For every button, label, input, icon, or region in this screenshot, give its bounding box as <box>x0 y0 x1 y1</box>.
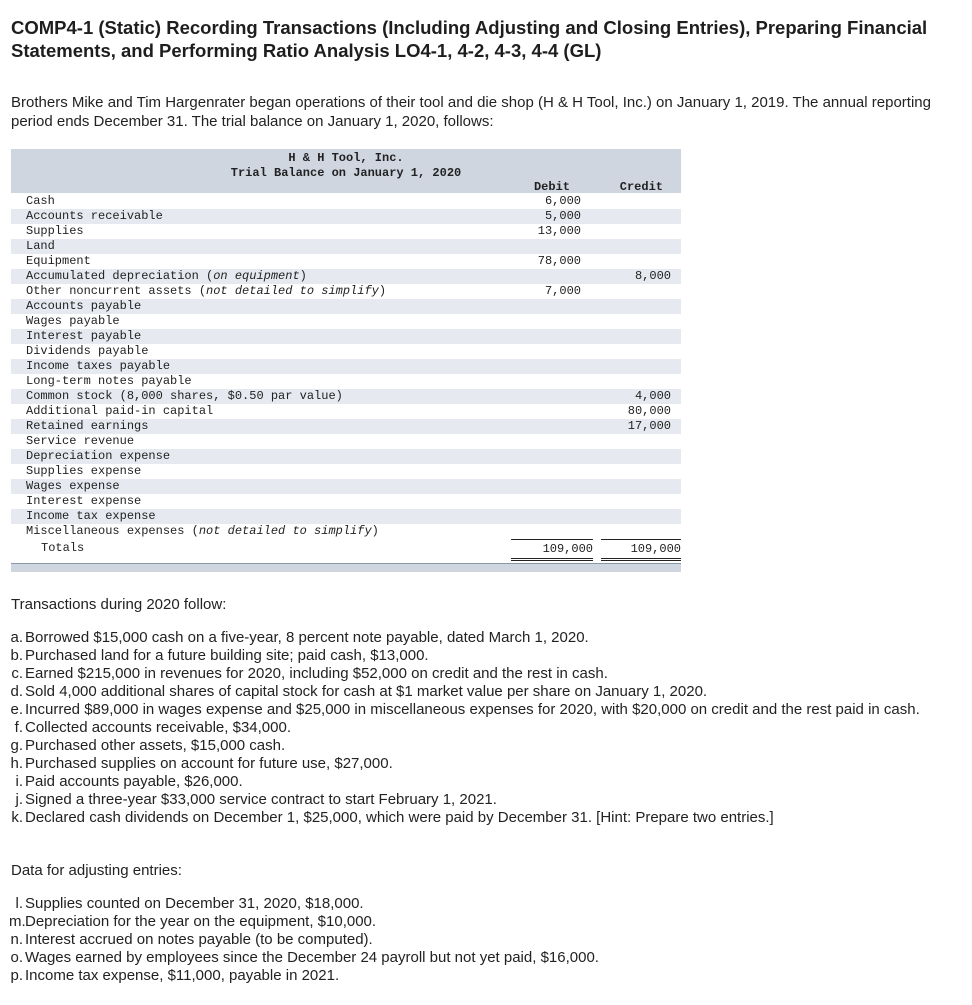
list-item <box>9 931 959 949</box>
item-text: Collected accounts receivable, $34,000. <box>25 719 292 736</box>
list-item <box>9 967 959 985</box>
credit-column-header: Credit <box>619 180 663 194</box>
item-label: c. <box>11 665 23 682</box>
account-name: Income tax expense <box>26 509 156 523</box>
list-item <box>9 809 959 827</box>
credit-amount: 80,000 <box>627 404 671 418</box>
account-name: Accumulated depreciation (on equipment) <box>26 269 307 283</box>
trial-balance-footer-bar <box>11 563 681 572</box>
item-text: Paid accounts payable, $26,000. <box>25 773 243 790</box>
item-text: Declared cash dividends on December 1, $25,000, which were paid by December 31. [Hint: Prepare two entries.] <box>25 809 774 826</box>
trial-balance-row <box>11 224 681 239</box>
item-label: k. <box>11 809 23 826</box>
list-item <box>9 895 959 913</box>
item-label: i. <box>15 773 23 790</box>
account-name: Dividends payable <box>26 344 149 358</box>
list-item <box>9 647 959 665</box>
account-name: Wages payable <box>26 314 120 328</box>
account-name: Miscellaneous expenses (not detailed to simplify) <box>26 524 379 538</box>
account-name: Additional paid-in capital <box>26 404 214 418</box>
problem-title: COMP4-1 (Static) Recording Transactions (Including Adjusting and Closing Entries), Preparing Financial Statements, and Performing Ratio Analysis LO4-1, 4-2, 4-3, 4-4 (GL) <box>11 17 928 61</box>
item-label: p. <box>10 967 23 984</box>
trial-balance-table <box>11 149 681 572</box>
debit-amount: 7,000 <box>544 284 581 298</box>
credit-amount: 17,000 <box>627 419 671 433</box>
debit-column-header: Debit <box>533 180 570 194</box>
item-label: f. <box>14 719 23 736</box>
trial-balance-row <box>11 209 681 224</box>
account-name: Retained earnings <box>26 419 149 433</box>
item-text: Wages earned by employees since the December 24 payroll but not yet paid, $16,000. <box>25 949 599 966</box>
account-name: Supplies expense <box>26 464 142 478</box>
item-label: l. <box>15 895 23 912</box>
trial-balance-row <box>11 359 681 374</box>
trial-balance-date: Trial Balance on January 1, 2020 <box>230 166 462 180</box>
account-name: Other noncurrent assets (not detailed to simplify) <box>26 284 387 298</box>
list-item <box>9 719 959 737</box>
item-text: Earned $215,000 in revenues for 2020, including $52,000 on credit and the rest in cash. <box>25 665 608 682</box>
trial-balance-rows <box>11 194 681 539</box>
adjusting-heading: Data for adjusting entries: <box>11 862 182 879</box>
trial-balance-row <box>11 419 681 434</box>
item-text: Sold 4,000 additional shares of capital stock for cash at $1 market value per share on January 1, 2020. <box>25 683 708 700</box>
list-item <box>9 683 959 701</box>
item-text: Interest accrued on notes payable (to be computed). <box>25 931 373 948</box>
item-label: b. <box>10 647 23 664</box>
transactions-list <box>9 629 959 827</box>
item-label: n. <box>10 931 23 948</box>
totals-row <box>11 539 681 557</box>
account-name: Cash <box>26 194 55 208</box>
adjustments-list <box>9 895 959 985</box>
list-item <box>9 755 959 773</box>
list-item <box>9 773 959 791</box>
trial-balance-row <box>11 314 681 329</box>
credit-amount: 8,000 <box>634 269 671 283</box>
item-text: Supplies counted on December 31, 2020, $18,000. <box>25 895 364 912</box>
trial-balance-row <box>11 239 681 254</box>
account-name: Accounts payable <box>26 299 142 313</box>
account-name: Wages expense <box>26 479 120 493</box>
debit-amount: 5,000 <box>544 209 581 223</box>
list-item <box>9 949 959 967</box>
total-credit: 109,000 <box>601 539 681 561</box>
item-label: g. <box>10 737 23 754</box>
item-label: h. <box>10 755 23 772</box>
trial-balance-row <box>11 329 681 344</box>
transactions-heading: Transactions during 2020 follow: <box>11 596 227 613</box>
list-item <box>9 913 959 931</box>
debit-amount: 13,000 <box>537 224 581 238</box>
list-item <box>9 737 959 755</box>
trial-balance-row <box>11 404 681 419</box>
account-name: Equipment <box>26 254 91 268</box>
company-name: H & H Tool, Inc. <box>288 151 404 165</box>
list-item <box>9 701 959 719</box>
list-item <box>9 629 959 647</box>
account-name: Common stock (8,000 shares, $0.50 par value) <box>26 389 343 403</box>
list-item <box>9 665 959 683</box>
trial-balance-row <box>11 509 681 524</box>
debit-amount: 78,000 <box>537 254 581 268</box>
account-name: Long-term notes payable <box>26 374 192 388</box>
debit-amount: 6,000 <box>544 194 581 208</box>
trial-balance-row <box>11 344 681 359</box>
item-text: Purchased land for a future building site; paid cash, $13,000. <box>25 647 429 664</box>
account-name: Interest expense <box>26 494 142 508</box>
trial-balance-row <box>11 389 681 404</box>
account-name: Land <box>26 239 55 253</box>
trial-balance-row <box>11 284 681 299</box>
item-text: Purchased other assets, $15,000 cash. <box>25 737 286 754</box>
trial-balance-row <box>11 434 681 449</box>
item-text: Depreciation for the year on the equipment, $10,000. <box>25 913 377 930</box>
item-text: Borrowed $15,000 cash on a five-year, 8 percent note payable, dated March 1, 2020. <box>25 629 589 646</box>
account-name: Interest payable <box>26 329 142 343</box>
item-label: j. <box>15 791 23 808</box>
trial-balance-row <box>11 374 681 389</box>
list-item <box>9 791 959 809</box>
trial-balance-row <box>11 449 681 464</box>
credit-amount: 4,000 <box>634 389 671 403</box>
item-label: a. <box>10 629 23 646</box>
item-label: e. <box>10 701 23 718</box>
item-text: Incurred $89,000 in wages expense and $25,000 in miscellaneous expenses for 2020, with $20,000 on credit and the rest paid in cash. <box>25 701 920 718</box>
account-name: Depreciation expense <box>26 449 171 463</box>
item-label: m. <box>9 913 26 930</box>
account-name: Accounts receivable <box>26 209 163 223</box>
trial-balance-row <box>11 269 681 284</box>
trial-balance-header <box>11 149 681 193</box>
trial-balance-row <box>11 299 681 314</box>
item-text: Signed a three-year $33,000 service contract to start February 1, 2021. <box>25 791 497 808</box>
item-label: d. <box>10 683 23 700</box>
trial-balance-row <box>11 464 681 479</box>
trial-balance-row <box>11 194 681 209</box>
item-label: o. <box>10 949 23 966</box>
account-name: Service revenue <box>26 434 135 448</box>
item-text: Income tax expense, $11,000, payable in 2021. <box>25 967 340 984</box>
intro-paragraph: Brothers Mike and Tim Hargenrater began operations of their tool and die shop (H & H Tool, Inc.) on January 1, 2019. The annual reporting period ends December 31. The trial balance on January 1, 2020, follows: <box>11 94 931 130</box>
account-name: Supplies <box>26 224 84 238</box>
account-name: Income taxes payable <box>26 359 171 373</box>
total-debit: 109,000 <box>511 539 593 561</box>
trial-balance-row <box>11 479 681 494</box>
trial-balance-row <box>11 494 681 509</box>
totals-label: Totals <box>41 541 85 555</box>
item-text: Purchased supplies on account for future use, $27,000. <box>25 755 393 772</box>
trial-balance-row <box>11 254 681 269</box>
trial-balance-row <box>11 524 681 539</box>
